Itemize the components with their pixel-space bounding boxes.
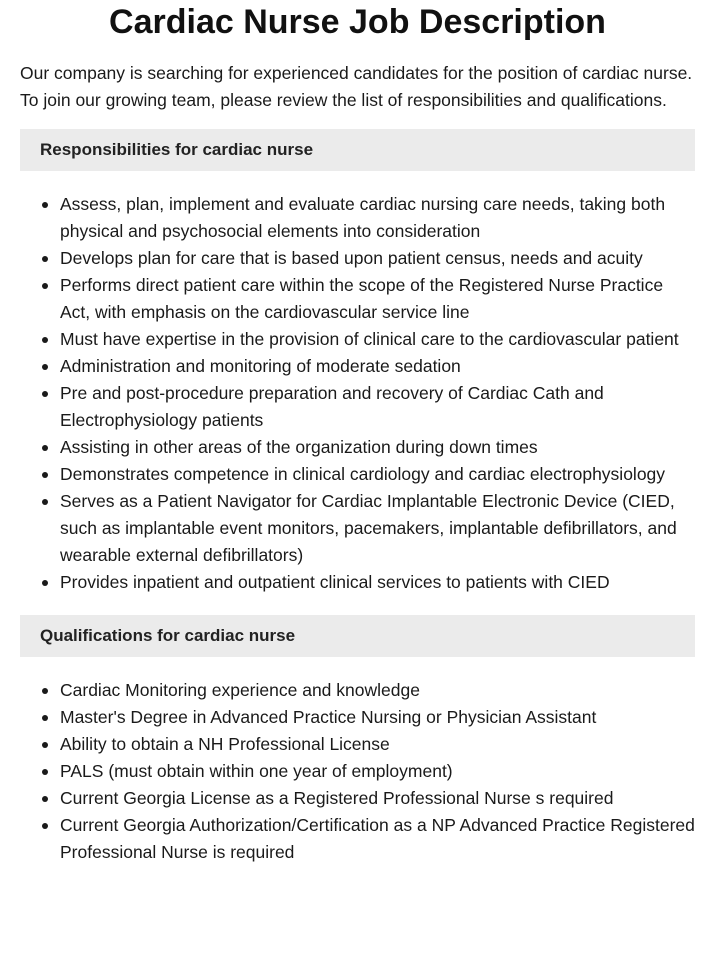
- responsibilities-list: [20, 191, 695, 596]
- intro-paragraph: Our company is searching for experienced candidates for the position of cardiac nurse. To join our growing team, please review the list of responsibilities and qualifications.: [20, 63, 693, 110]
- page-title: Cardiac Nurse Job Description: [109, 3, 606, 41]
- list-item: Assess, plan, implement and evaluate cardiac nursing care needs, taking both physical and psychosocial elements into consideration: [60, 191, 695, 245]
- list-item: Administration and monitoring of moderate sedation: [60, 353, 695, 380]
- responsibilities-heading: Responsibilities for cardiac nurse: [20, 129, 695, 171]
- qualifications-heading: Qualifications for cardiac nurse: [20, 615, 695, 657]
- list-item: Must have expertise in the provision of clinical care to the cardiovascular patient: [60, 326, 695, 353]
- list-item: Provides inpatient and outpatient clinical services to patients with CIED: [60, 569, 695, 596]
- list-item: Pre and post-procedure preparation and recovery of Cardiac Cath and Electrophysiology patients: [60, 380, 695, 434]
- list-item: Cardiac Monitoring experience and knowledge: [60, 677, 695, 704]
- list-item: Master's Degree in Advanced Practice Nursing or Physician Assistant: [60, 704, 695, 731]
- list-item: Serves as a Patient Navigator for Cardiac Implantable Electronic Device (CIED, such as implantable event monitors, pacemakers, implantable defibrillators, and wearable external defibrillators): [60, 488, 695, 569]
- list-item: PALS (must obtain within one year of employment): [60, 758, 695, 785]
- list-item: Assisting in other areas of the organization during down times: [60, 434, 695, 461]
- list-item: Ability to obtain a NH Professional License: [60, 731, 695, 758]
- list-item: Current Georgia License as a Registered Professional Nurse s required: [60, 785, 695, 812]
- list-item: Performs direct patient care within the scope of the Registered Nurse Practice Act, with emphasis on the cardiovascular service line: [60, 272, 695, 326]
- list-item: Demonstrates competence in clinical cardiology and cardiac electrophysiology: [60, 461, 695, 488]
- list-item: Develops plan for care that is based upon patient census, needs and acuity: [60, 245, 695, 272]
- qualifications-list: [20, 677, 695, 866]
- list-item: Current Georgia Authorization/Certification as a NP Advanced Practice Registered Professional Nurse is required: [60, 812, 695, 866]
